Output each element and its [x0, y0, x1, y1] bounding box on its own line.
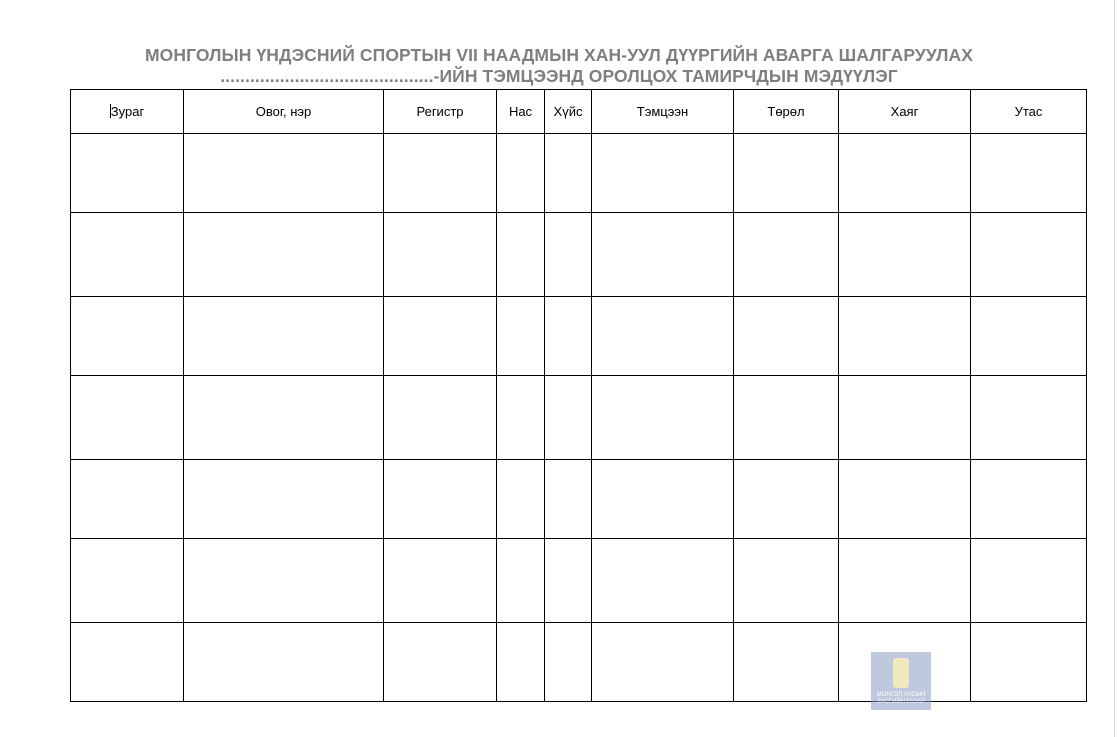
table-cell[interactable] — [384, 376, 497, 460]
table-cell[interactable] — [971, 376, 1087, 460]
table-cell[interactable] — [734, 460, 839, 539]
table-cell[interactable] — [71, 297, 184, 376]
table-cell[interactable] — [971, 134, 1087, 213]
table-cell[interactable] — [545, 376, 592, 460]
header-category[interactable]: Төрөл — [734, 90, 839, 134]
table-cell[interactable] — [839, 460, 971, 539]
table-cell[interactable] — [839, 134, 971, 213]
header-age[interactable]: Нас — [497, 90, 545, 134]
emblem-text: МОНГОЛ УЛСЫН ЗАСГИЙН ГАЗАР — [876, 692, 926, 705]
table-cell[interactable] — [497, 623, 545, 702]
table-cell[interactable] — [71, 623, 184, 702]
table-cell[interactable] — [184, 539, 384, 623]
government-emblem-watermark — [871, 652, 931, 710]
table-cell[interactable] — [971, 460, 1087, 539]
table-cell[interactable] — [184, 460, 384, 539]
table-cell[interactable] — [839, 539, 971, 623]
table-cell[interactable] — [545, 539, 592, 623]
table-cell[interactable] — [497, 539, 545, 623]
table-cell[interactable] — [545, 297, 592, 376]
table-cell[interactable] — [384, 623, 497, 702]
table-cell[interactable] — [545, 134, 592, 213]
table-cell[interactable] — [384, 213, 497, 297]
table-cell[interactable] — [384, 539, 497, 623]
table-row — [71, 297, 1087, 376]
table-header-row — [71, 90, 1087, 134]
header-photo[interactable]: Зураг — [71, 90, 184, 134]
table-cell[interactable] — [971, 297, 1087, 376]
table-cell[interactable] — [592, 297, 734, 376]
table-cell[interactable] — [71, 134, 184, 213]
table-cell[interactable] — [184, 623, 384, 702]
table-cell[interactable] — [734, 539, 839, 623]
table-cell[interactable] — [734, 134, 839, 213]
table-row — [71, 623, 1087, 702]
header-phone[interactable]: Утас — [971, 90, 1087, 134]
table-cell[interactable] — [734, 213, 839, 297]
table-cell[interactable] — [839, 213, 971, 297]
table-cell[interactable] — [384, 460, 497, 539]
table-cell[interactable] — [734, 376, 839, 460]
table-row — [71, 539, 1087, 623]
table-cell[interactable] — [71, 539, 184, 623]
table-cell[interactable] — [971, 213, 1087, 297]
table-cell[interactable] — [545, 623, 592, 702]
table-cell[interactable] — [592, 376, 734, 460]
table-cell[interactable] — [497, 376, 545, 460]
table-cell[interactable] — [384, 134, 497, 213]
table-cell[interactable] — [734, 623, 839, 702]
table-cell[interactable] — [71, 460, 184, 539]
table-cell[interactable] — [839, 297, 971, 376]
table-cell[interactable] — [71, 213, 184, 297]
table-cell[interactable] — [497, 297, 545, 376]
table-cell[interactable] — [592, 460, 734, 539]
table-cell[interactable] — [184, 297, 384, 376]
registration-table — [70, 89, 1087, 702]
table-cell[interactable] — [184, 134, 384, 213]
table-cell[interactable] — [497, 213, 545, 297]
document-title-line-1: МОНГОЛЫН ҮНДЭСНИЙ СПОРТЫН VII НААДМЫН ХАН-УУЛ ДҮҮРГИЙН АВАРГА ШАЛГАРУУЛАХ — [144, 45, 974, 65]
table-row — [71, 460, 1087, 539]
table-cell[interactable] — [184, 376, 384, 460]
table-cell[interactable] — [71, 376, 184, 460]
table-cell[interactable] — [592, 623, 734, 702]
table-cell[interactable] — [384, 297, 497, 376]
table-cell[interactable] — [592, 134, 734, 213]
table-cell[interactable] — [971, 623, 1087, 702]
header-address[interactable]: Хаяг — [839, 90, 971, 134]
table-cell[interactable] — [734, 297, 839, 376]
header-register[interactable]: Регистр — [384, 90, 497, 134]
table-cell[interactable] — [592, 213, 734, 297]
header-competition[interactable]: Тэмцээн — [592, 90, 734, 134]
table-cell[interactable] — [839, 376, 971, 460]
table-row — [71, 134, 1087, 213]
header-full-name[interactable]: Овог, нэр — [184, 90, 384, 134]
soyombo-icon — [893, 658, 909, 688]
table-cell[interactable] — [545, 213, 592, 297]
table-cell[interactable] — [497, 134, 545, 213]
header-gender[interactable]: Хүйс — [545, 90, 592, 134]
table-cell[interactable] — [545, 460, 592, 539]
table-cell[interactable] — [971, 539, 1087, 623]
table-cell[interactable] — [497, 460, 545, 539]
table-cell[interactable] — [184, 213, 384, 297]
table-cell[interactable] — [592, 539, 734, 623]
table-row — [71, 213, 1087, 297]
table-row — [71, 376, 1087, 460]
document-title-line-2: ...........................................-ИЙН ТЭМЦЭЭНД ОРОЛЦОХ ТАМИРЧДЫН МЭДҮҮЛЭГ — [220, 66, 898, 86]
